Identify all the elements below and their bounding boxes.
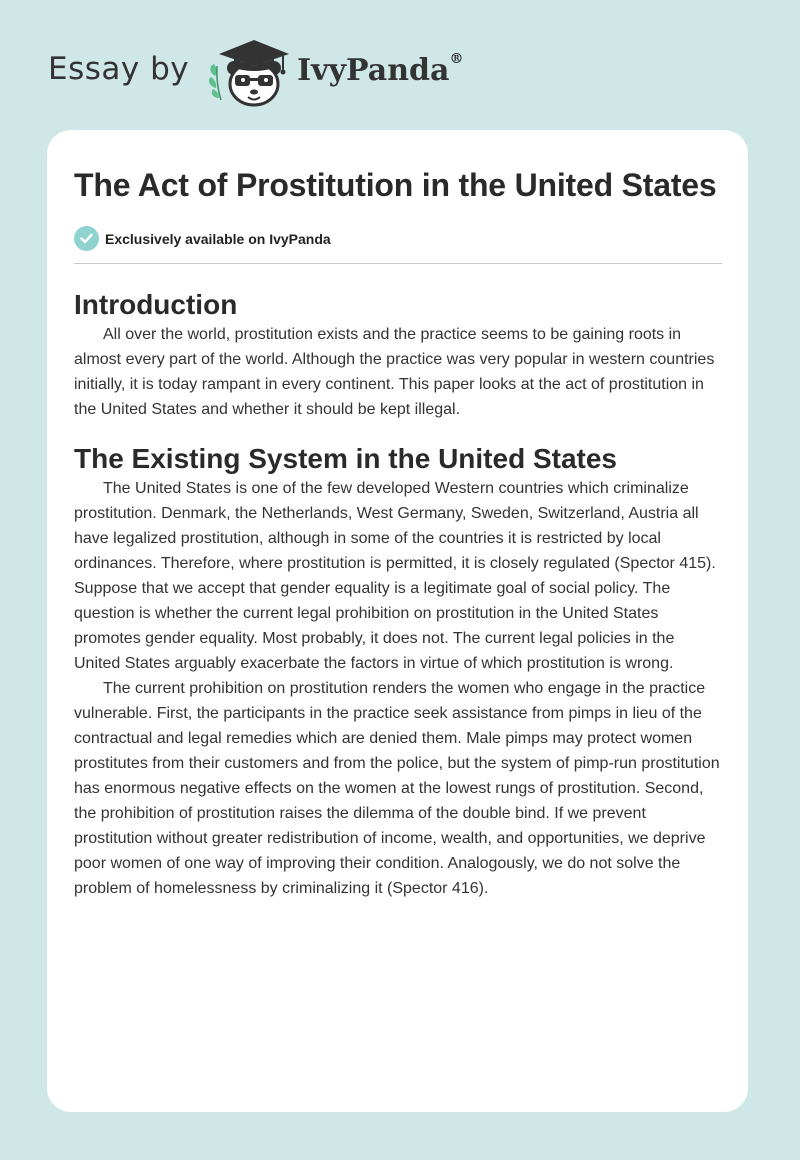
section-heading-introduction: Introduction — [74, 289, 238, 320]
divider — [74, 263, 722, 264]
brand-name: IvyPanda® — [297, 50, 464, 88]
brand-prefix: Essay by — [48, 51, 190, 87]
section-heading-existing-system: The Existing System in the United States — [74, 443, 618, 474]
paragraph: The current prohibition on prostitution renders the women who engage in the practice vulnerable. First, the participants in the practice seek assistance from pimps in lieu of the contractual and legal remedies which are denied them. Male pimps may protect women prostitutes from their customers and from the police, but the system of pimp-run prostitution has enormous negative effects on the women at the lowest rungs of prostitution. Second, the prohibition of prostitution raises the dilemma of the double bind. If we prevent prostitution without greater redistribution of income, wealth, and opportunities, we deprive poor women of one way of improving their condition. Analogously, we do not solve the problem of homelessness by criminalizing it (Spector 416). — [74, 680, 720, 897]
panda-graduation-cap-icon — [203, 36, 295, 108]
paragraph: The United States is one of the few developed Western countries which criminalize prostitution. Denmark, the Netherlands, West Germany, Sweden, Switzerland, Austria all have legalized prostitution, although in some of the countries it is restricted by local ordinances. Therefore, where prostitution is permitted, it is closely regulated (Spector 415). Suppose that we accept that gender equality is a legitimate goal of social policy. The question is whether the current legal prohibition on prostitution in the United States promotes gender equality. Most probably, it does not. The current legal policies in the United States arguably exacerbate the factors in virtue of which prostitution is wrong. — [74, 480, 716, 672]
trademark-symbol: ® — [449, 50, 464, 67]
exclusive-badge — [74, 226, 722, 251]
paragraph: All over the world, prostitution exists and the practice seems to be gaining roots in almost every part of the world. Although the practice was very popular in western countries initially, it is today rampant in every continent. This paper looks at the act of prostitution in the United States and whether it should be kept illegal. — [74, 326, 715, 418]
brand-header[interactable] — [48, 36, 463, 108]
page-title: The Act of Prostitution in the United States — [74, 167, 717, 203]
check-circle-icon — [74, 226, 99, 251]
badge-text: Exclusively available on IvyPanda — [105, 230, 331, 247]
essay-card — [47, 130, 748, 1112]
